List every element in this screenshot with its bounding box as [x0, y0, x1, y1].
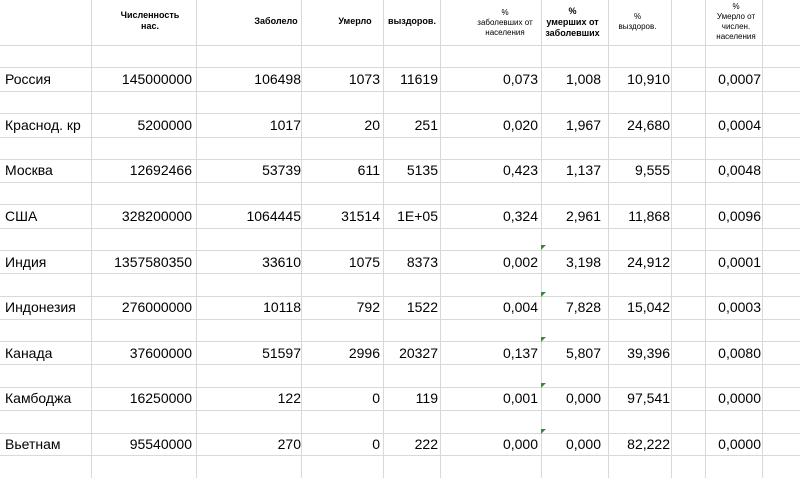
header-population[interactable] [100, 10, 200, 32]
cell-infected[interactable]: 10118 [263, 299, 301, 315]
cell-infected[interactable]: 1017 [269, 117, 301, 133]
cell-name[interactable]: Россия [5, 71, 51, 87]
cell-name[interactable]: Индонезия [5, 299, 76, 315]
cell-pct-died-pop[interactable]: 0,0048 [718, 162, 761, 178]
cell-died[interactable]: 1073 [348, 71, 380, 87]
cell-population[interactable]: 37600000 [129, 345, 192, 361]
cell-pct-recovered[interactable]: 82,222 [627, 436, 670, 452]
header-infected-label: Заболело [254, 16, 298, 26]
cell-pct-recovered[interactable]: 10,910 [627, 71, 670, 87]
cell-recovered[interactable]: 1E+05 [397, 208, 438, 224]
header-pct-infected-line3: населения [485, 28, 525, 37]
cell-pct-infected[interactable]: 0,001 [502, 390, 538, 406]
cell-name[interactable]: Вьетнам [5, 436, 61, 452]
cell-died[interactable]: 20 [364, 117, 380, 133]
cell-pct-died-pop[interactable]: 0,0080 [718, 345, 761, 361]
header-died-label: Умерло [338, 16, 372, 26]
cell-pct-infected[interactable]: 0,324 [502, 208, 538, 224]
header-pct-died-pop-line4: населения [716, 32, 756, 41]
header-recovered-label: выздоров. [388, 16, 436, 26]
cell-recovered[interactable]: 222 [414, 436, 438, 452]
cell-pct-died[interactable]: 1,008 [565, 71, 601, 87]
cell-recovered[interactable]: 119 [415, 390, 438, 406]
cell-pct-recovered[interactable]: 24,680 [627, 117, 670, 133]
error-indicator-icon[interactable] [541, 245, 546, 250]
error-indicator-icon[interactable] [541, 429, 546, 434]
cell-pct-infected[interactable]: 0,002 [502, 254, 538, 270]
cell-population[interactable]: 12692466 [129, 162, 192, 178]
header-pct-infected-line1: % [501, 8, 509, 17]
cell-pct-recovered[interactable]: 39,396 [627, 345, 670, 361]
cell-pct-died[interactable]: 5,807 [565, 345, 601, 361]
cell-infected[interactable]: 270 [277, 436, 301, 452]
cell-pct-infected[interactable]: 0,000 [502, 436, 538, 452]
cell-pct-infected[interactable]: 0,020 [502, 117, 538, 133]
cell-recovered[interactable]: 8373 [406, 254, 438, 270]
cell-pct-died[interactable]: 7,828 [565, 299, 601, 315]
cell-population[interactable]: 145000000 [121, 71, 192, 87]
cell-pct-infected[interactable]: 0,137 [502, 345, 538, 361]
cell-pct-recovered[interactable]: 24,912 [627, 254, 670, 270]
cell-pct-died-pop[interactable]: 0,0000 [718, 390, 761, 406]
cell-pct-infected[interactable]: 0,073 [502, 71, 538, 87]
cell-pct-died[interactable]: 2,961 [565, 208, 601, 224]
cell-recovered[interactable]: 1522 [406, 299, 438, 315]
cell-pct-infected[interactable]: 0,004 [502, 299, 538, 315]
cell-died[interactable]: 0 [372, 436, 380, 452]
cell-name[interactable]: Канада [5, 345, 53, 361]
cell-died[interactable]: 611 [357, 162, 380, 178]
cell-pct-died-pop[interactable]: 0,0000 [718, 436, 761, 452]
cell-pct-died-pop[interactable]: 0,0007 [718, 71, 761, 87]
header-pct-died-pop-line1: % [732, 2, 740, 11]
header-pct-died-pop-line3: числен. [721, 22, 751, 31]
cell-pct-died-pop[interactable]: 0,0004 [718, 117, 761, 133]
cell-pct-died[interactable]: 3,198 [565, 254, 601, 270]
header-population-line1: Численность [120, 10, 180, 20]
header-pct-died-line1: % [568, 6, 577, 16]
cell-died[interactable]: 0 [372, 390, 380, 406]
header-pct-died-line3: заболевших [545, 28, 600, 38]
cell-name[interactable]: Москва [5, 162, 53, 178]
header-pct-recovered[interactable] [610, 12, 665, 32]
header-recovered[interactable] [382, 16, 442, 27]
error-indicator-icon[interactable] [541, 383, 546, 388]
header-pct-died-pop[interactable] [702, 2, 770, 42]
header-pct-died-pop-line2: Умерло от [716, 12, 756, 21]
cell-name[interactable]: Камбоджа [5, 390, 72, 406]
cell-infected[interactable]: 106498 [254, 71, 301, 87]
cell-pct-died[interactable]: 1,967 [565, 117, 601, 133]
cell-population[interactable]: 5200000 [137, 117, 192, 133]
cell-population[interactable]: 16250000 [129, 390, 192, 406]
cell-pct-infected[interactable]: 0,423 [502, 162, 538, 178]
cell-population[interactable]: 276000000 [121, 299, 192, 315]
cell-died[interactable]: 792 [356, 299, 380, 315]
cell-pct-recovered[interactable]: 11,868 [628, 208, 670, 224]
cell-pct-died[interactable]: 1,137 [565, 162, 601, 178]
cell-name[interactable]: Краснод. кр [5, 117, 81, 133]
cell-recovered[interactable]: 20327 [399, 345, 438, 361]
cell-pct-died-pop[interactable]: 0,0001 [718, 254, 761, 270]
header-pct-infected[interactable] [470, 8, 540, 38]
cell-recovered[interactable]: 251 [414, 117, 438, 133]
header-pct-died[interactable] [540, 6, 605, 39]
header-pct-recovered-line1: % [633, 12, 642, 21]
header-population-line2: нас. [141, 21, 159, 31]
cell-died[interactable]: 31514 [341, 208, 380, 224]
header-pct-recovered-line2: выздоров. [618, 22, 657, 31]
cell-population[interactable]: 1357580350 [114, 254, 192, 270]
cell-died[interactable]: 2996 [348, 345, 380, 361]
cell-pct-died[interactable]: 0,000 [565, 390, 601, 406]
cell-recovered[interactable]: 11619 [400, 71, 438, 87]
cell-pct-died-pop[interactable]: 0,0096 [718, 208, 761, 224]
cell-infected[interactable]: 53739 [262, 162, 301, 178]
cell-pct-recovered[interactable]: 15,042 [627, 299, 670, 315]
cell-pct-recovered[interactable]: 9,555 [634, 162, 670, 178]
cell-pct-recovered[interactable]: 97,541 [627, 390, 670, 406]
cell-infected[interactable]: 1064445 [246, 208, 301, 224]
cell-population[interactable]: 328200000 [121, 208, 192, 224]
cell-name[interactable]: США [5, 208, 38, 224]
cell-infected[interactable]: 51597 [262, 345, 301, 361]
error-indicator-icon[interactable] [541, 292, 546, 297]
cell-pct-died-pop[interactable]: 0,0003 [718, 299, 761, 315]
cell-died[interactable]: 1075 [348, 254, 380, 270]
cell-infected[interactable]: 33610 [262, 254, 301, 270]
cell-pct-died[interactable]: 0,000 [565, 436, 601, 452]
header-pct-died-line2: умерших от [546, 17, 599, 27]
cell-recovered[interactable]: 5135 [406, 162, 438, 178]
cell-infected[interactable]: 122 [277, 390, 301, 406]
header-pct-infected-line2: заболевших от [477, 18, 533, 27]
cell-name[interactable]: Индия [5, 254, 47, 270]
cell-population[interactable]: 95540000 [129, 436, 192, 452]
header-died[interactable] [325, 16, 385, 27]
header-infected[interactable] [246, 16, 306, 27]
error-indicator-icon[interactable] [541, 337, 546, 342]
